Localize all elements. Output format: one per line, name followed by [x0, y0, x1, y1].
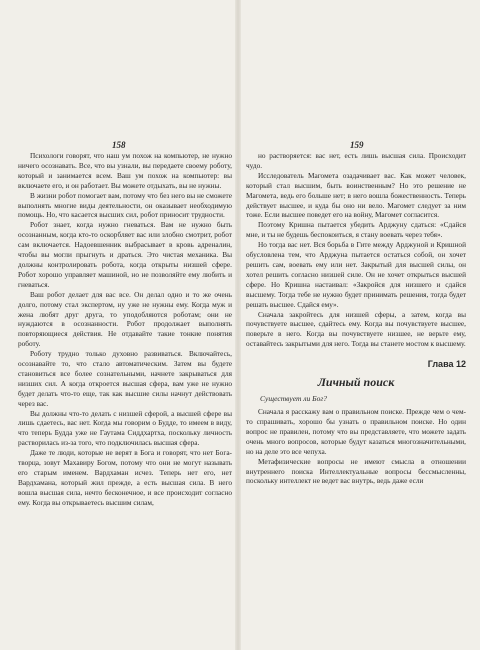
chapter-label: Глава 12	[427, 359, 466, 370]
paragraph: Ваш робот делает для вас все. Он делал одно и то же очень долго, потому стал экспертом, ну уже не нужны ему. Когда муж и жена любят друг друга, то уподобляются роботам; они не нуждаются в осознанности. Робот продолжает выполнять повторяющиеся действия. Не отдавайте такие тонкие понятия роботу.	[18, 289, 232, 349]
paragraph: Роботу трудно только духовно развиваться. Включайтесь, осознавайте то, что стало автоматическим. Затем вы будете становиться все более сознательными, начнете закрываться для низших сил. А когда откроется высшая сфера, вам уже не нужно будет делать что-то еще, так как высшие силы начнут действовать через вас.	[18, 349, 232, 408]
right-page-body	[246, 151, 466, 486]
section-question: Существует ли Бог?	[260, 394, 328, 404]
paragraph: Сначала закройтесь для низшей сферы, а затем, когда вы почувствуете высшее, сдайтесь ему. Когда вы почувствуете высшее, поверьте в него. Когда вы почувствуете низшее, не верьте ему, оставайтесь закрытыми для него. Тогда вы станете мостом к высшему.	[246, 309, 466, 349]
paragraph: Вы должны что-то делать с низшей сферой, а высшей сфере вы лишь сдаетесь, вас нет. Когда мы говорим о Будде, то имеем в виду, что теперь Будда уже не Гаутама Сиддхартха, поскольку личность растворилась из-за того, что подключилась высшая сфера.	[18, 408, 232, 448]
paragraph: но растворяется: вас нет, есть лишь высшая сила. Происходит чудо.	[246, 151, 466, 170]
left-page-body	[18, 151, 232, 508]
paragraph	[246, 72, 466, 122]
paragraph: Робот знает, когда нужно гневаться. Вам не нужно быть осознанным, когда кто-то оскорбляет вас или злобно смотрит, робот сам включается. Надоевшенник выбрасывает в кровь адреналин, чтобы вы могли прыгнуть и драться. Это чистая механика. Вы должны контролировать робота, когда открыты низшей сфере. Робот хорошо управляет машиной, но не позволяйте ему любить и гневаться.	[18, 220, 232, 289]
paragraph: Психологи говорят, что наш ум похож на компьютер, не нужно ничего осознавать. Все, что вы узнали, вы передаете своему роботу, который и занимается всем. Ваш ум похож на компьютер: вы включаете его, и он работает. Вы можете отдыхать, вы не нужны.	[18, 151, 232, 190]
paragraph: Но тогда вас нет. Вся борьба в Гите между Арджуной и Кришной обусловлена тем, что Арджуна пытается остаться собой, он хочет решить сам, воевать ему или нет. Закрытый для высшей силы, он хотел решить согласно низшей силе. Он не хочет открыться высшей сфере. Но Кришна настаивал: «Закройся для низшего и сдайся высшему. Тогда тебе не нужно будет принимать решения, тогда будет решать высшее. Сдайся ему».	[246, 240, 466, 309]
paragraph: В жизни робот помогает вам, потому что без него вы не сможете выполнять многие виды деятельности, он оказывает необходимую помощь. Но, что касается высших сил, робот приносит трудности.	[18, 190, 232, 220]
paragraph: Исследователь Магомета озадачивает вас. Как может человек, который стал высшим, быть воинственным? Но это решение не Магомета, ведь его больше нет; в него вошла божественность. Теперь действует высшее, и куда бы оно ни вело. Магомет следует за ним тоже. Если высшее поведет его на войну, Магомет согласится.	[246, 170, 466, 220]
paragraph: Поэтому Кришна пытается убедить Арджуну сдаться: «Сдайся мне, и ты не будешь беспокоиться, я стану воевать через тебя».	[246, 220, 466, 240]
chapter-title: Личный поиск	[317, 375, 395, 390]
paragraph: Сначала я расскажу вам о правильном поиске. Прежде чем о чем-то спрашивать, хорошо бы узнать о правильном поиске. Но один вопрос не правилен, потому что вы представляете, что можете задать очень много вопросов, которые будут казаться многозначительными, но на деле это все чепуха.	[246, 407, 466, 456]
paragraph: Даже те люди, которые не верят в Бога и говорят, что нет Бога-творца, зовут Махавиру Богом, потому что они не могут называть его старым именем. Вардхаман исчез. Теперь нет его, нет Вардхамана, который жил прежде, а есть высшая сила. В него вошла высшая сила, нечто бесконечное, и все происходит согласно ему. Когда вы открываетесь высшим силам,	[18, 448, 232, 507]
paragraph: Метафизические вопросы не имеют смысла в отношении внутреннего поиска Интеллектуальные вопросы бессмысленны, поскольку интеллект не ведет вас внутрь, ведь даже если	[246, 456, 466, 486]
page-number-left: 158	[112, 140, 126, 150]
page-number-right: 159	[350, 140, 364, 150]
